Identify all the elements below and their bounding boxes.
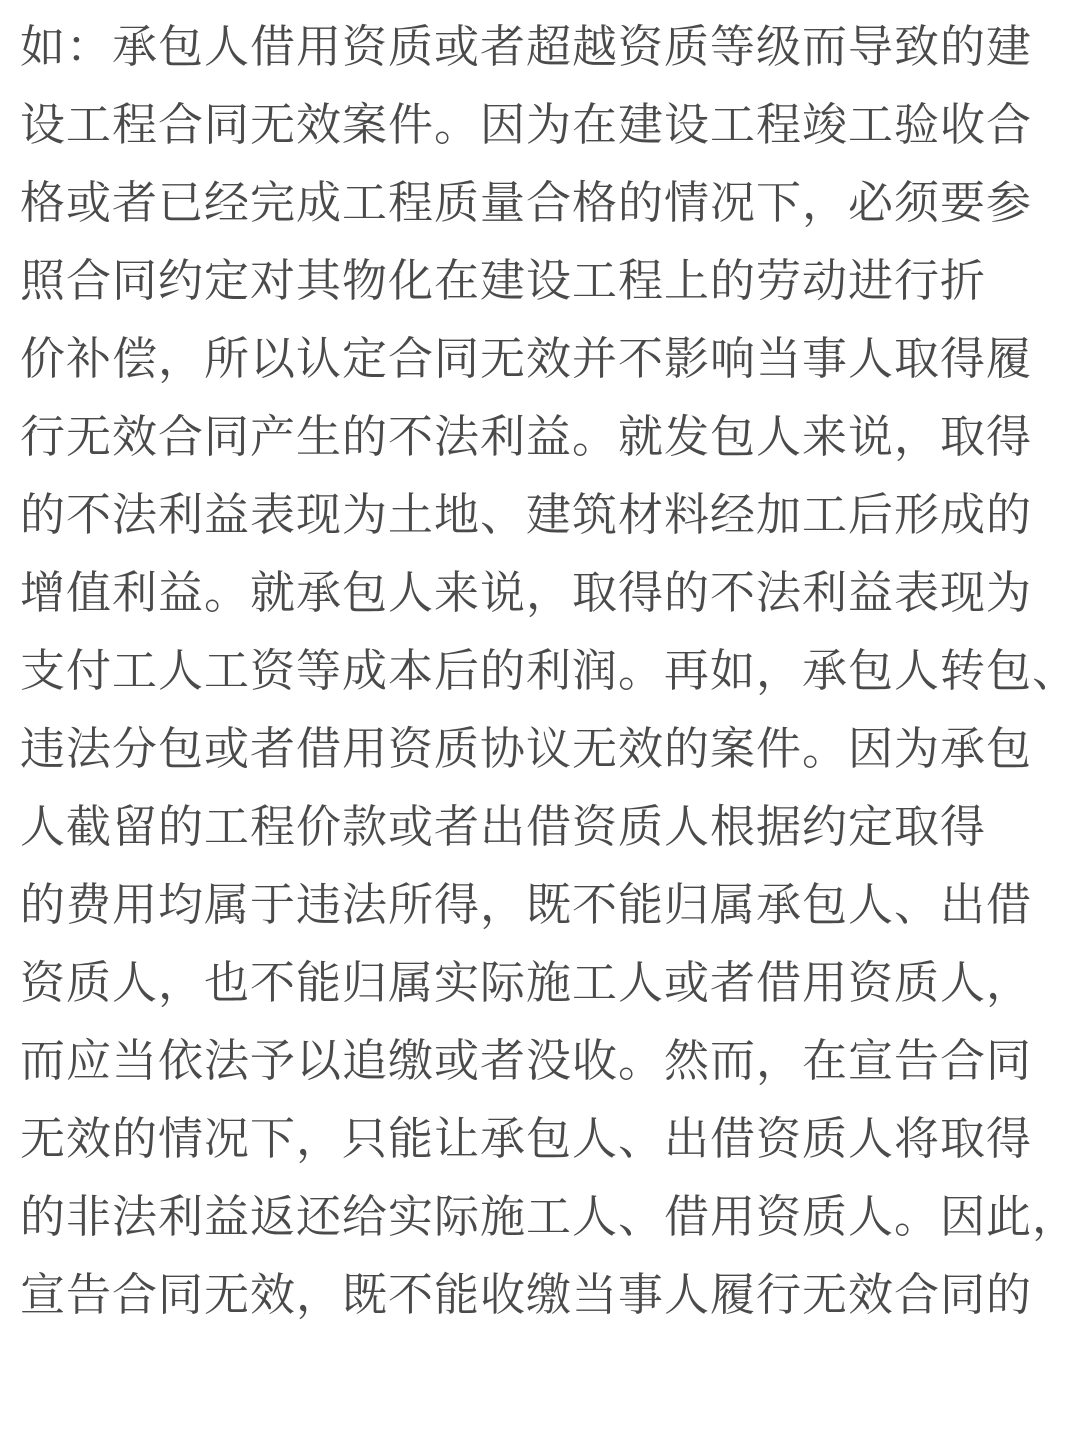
article-body <box>20 8 1079 1334</box>
text-line-10: 违法分包或者借用资质协议无效的案件。因为承包 <box>20 722 1033 775</box>
text-line-6: 行无效合同产生的不法利益。就发包人来说，取得 <box>20 410 1033 463</box>
text-line-3: 格或者已经完成工程质量合格的情况下，必须要参 <box>20 176 1033 229</box>
text-line-9: 支付工人工资等成本后的利润。再如，承包人转包、 <box>20 644 1079 697</box>
text-line-1: 如：承包人借用资质或者超越资质等级而导致的建 <box>20 20 1033 73</box>
text-line-5: 价补偿，所以认定合同无效并不影响当事人取得履 <box>20 332 1033 385</box>
text-line-17: 宣告合同无效，既不能收缴当事人履行无效合同的 <box>20 1268 1033 1321</box>
text-line-13: 资质人，也不能归属实际施工人或者借用资质人， <box>20 956 1033 1009</box>
text-line-16: 的非法利益返还给实际施工人、借用资质人。因此， <box>20 1190 1079 1243</box>
text-line-11: 人截留的工程价款或者出借资质人根据约定取得 <box>20 800 987 853</box>
text-line-8: 增值利益。就承包人来说，取得的不法利益表现为 <box>20 566 1033 619</box>
text-line-12: 的费用均属于违法所得，既不能归属承包人、出借 <box>20 878 1033 931</box>
text-line-4: 照合同约定对其物化在建设工程上的劳动进行折 <box>20 254 987 307</box>
text-line-14: 而应当依法予以追缴或者没收。然而，在宣告合同 <box>20 1034 1033 1087</box>
text-line-2: 设工程合同无效案件。因为在建设工程竣工验收合 <box>20 98 1033 151</box>
text-line-7: 的不法利益表现为土地、建筑材料经加工后形成的 <box>20 488 1033 541</box>
text-line-15: 无效的情况下，只能让承包人、出借资质人将取得 <box>20 1112 1033 1165</box>
